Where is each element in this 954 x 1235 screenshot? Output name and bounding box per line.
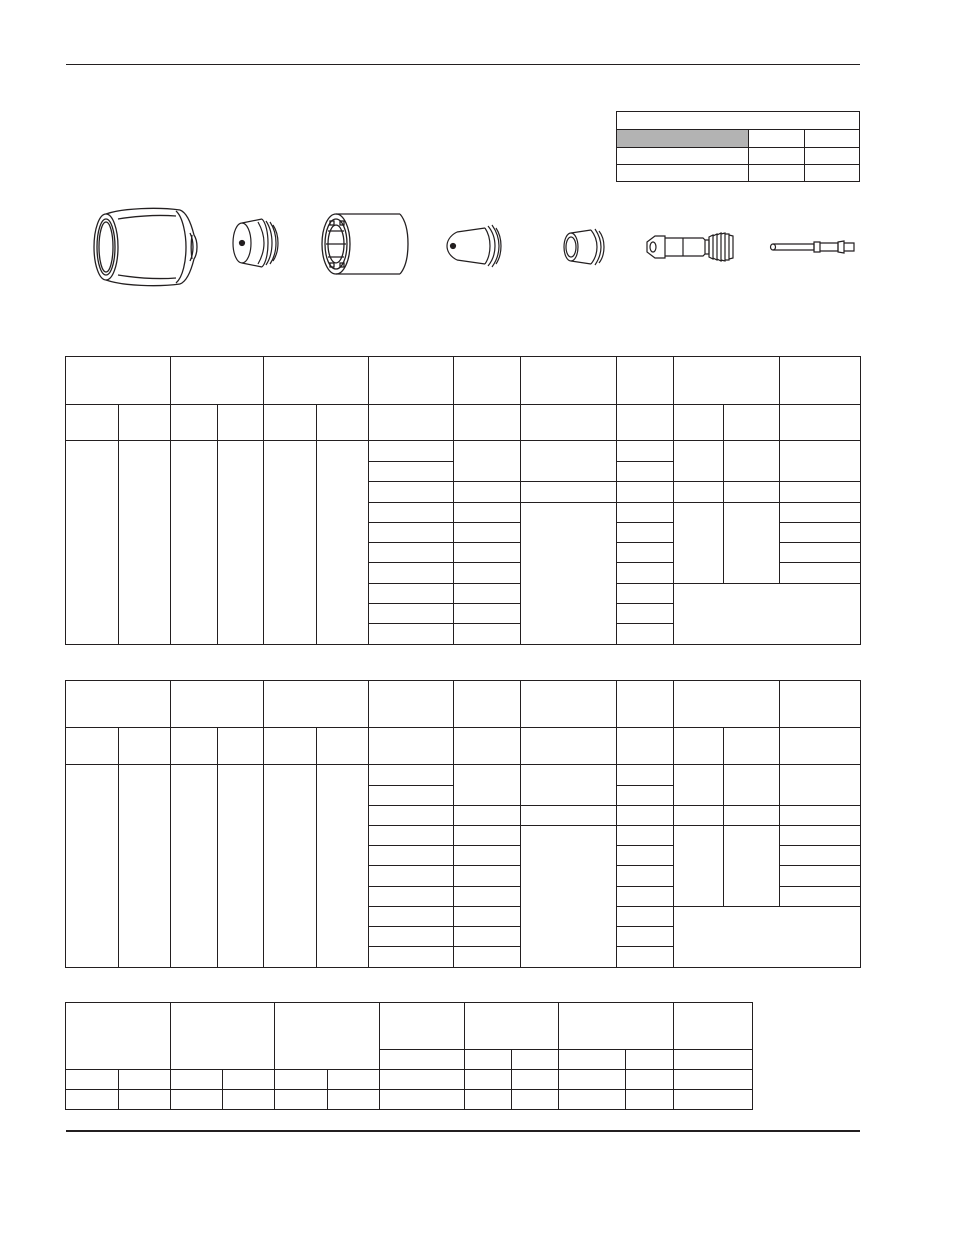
footer-rule	[66, 1130, 860, 1132]
nozzle-part-icon	[443, 220, 505, 270]
swirl-ring-part-icon	[557, 225, 607, 270]
reference-table-grid	[616, 111, 860, 182]
header-rule	[66, 64, 860, 65]
water-tube-part-icon	[768, 237, 858, 257]
reference-table	[616, 111, 860, 182]
electrode-part-icon	[643, 228, 738, 266]
retaining-cap-part-icon	[312, 207, 412, 282]
shield-part-icon	[88, 205, 203, 290]
shield-cap-part-icon	[228, 213, 280, 273]
